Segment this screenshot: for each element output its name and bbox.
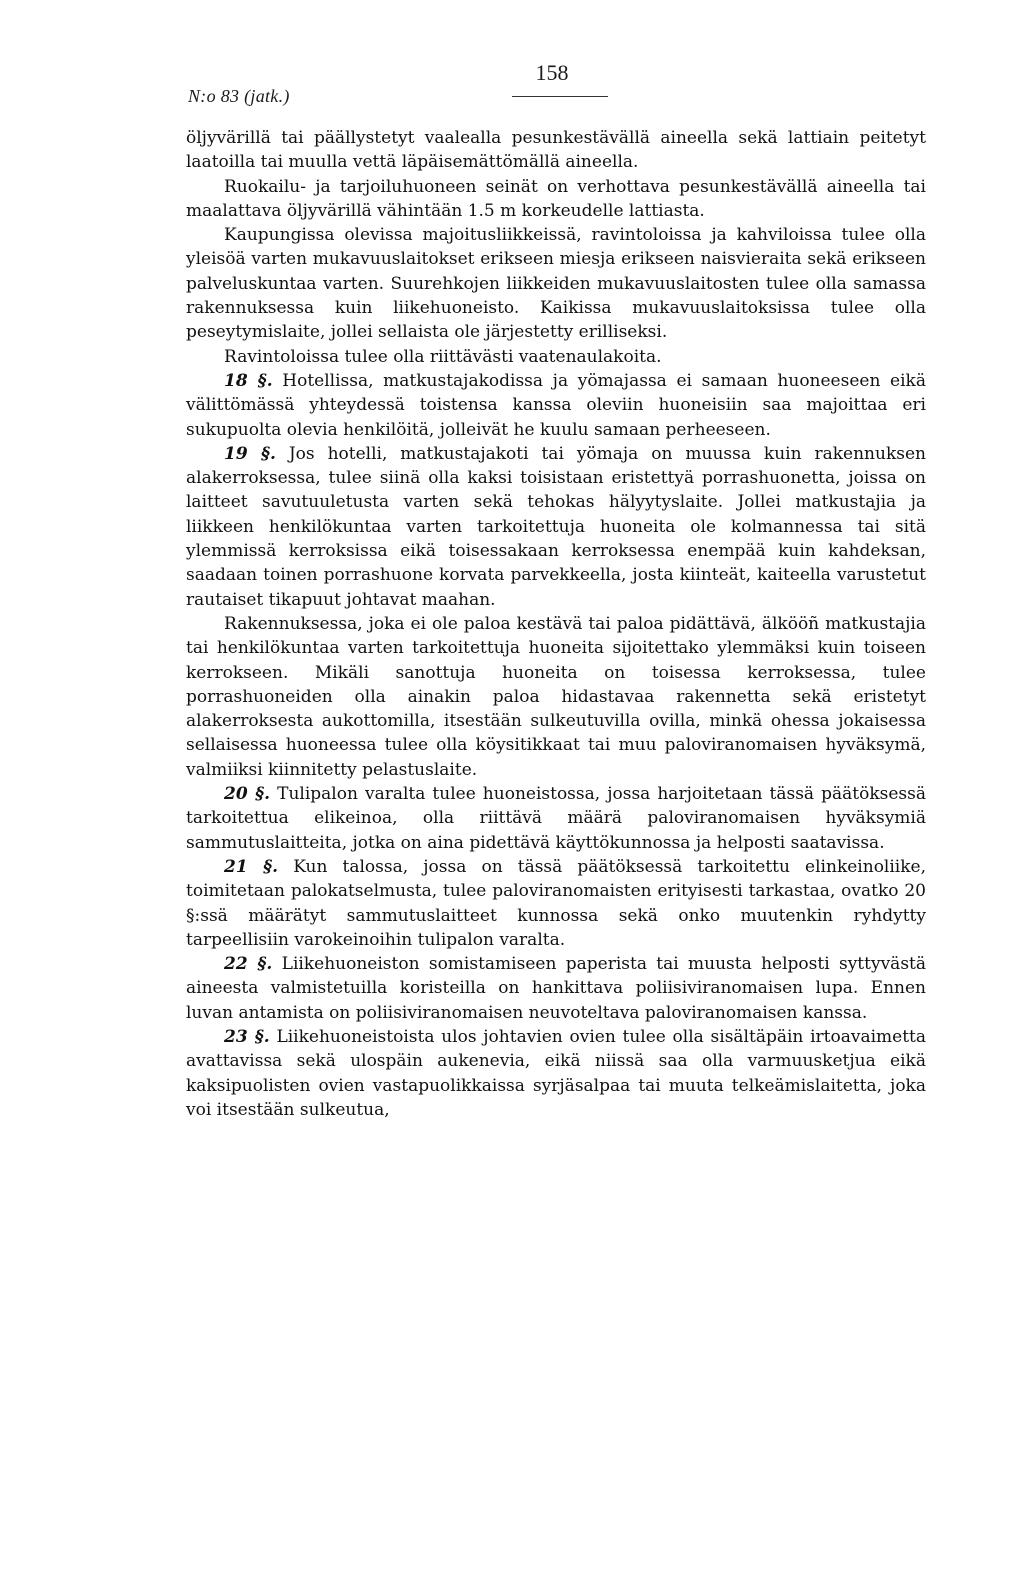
section-23 <box>186 1025 926 1122</box>
section-number: 22 §. <box>224 954 273 975</box>
paragraph-text: Liikehuoneiston somistamiseen paperista tai muusta helposti syttyvästä aineesta valmistetuilla koristeilla on hankittava poliisiviranomaisen lupa. Ennen luvan antamista on poliisiviranomaisen neuvoteltava paloviranomaisen kanssa. <box>186 954 927 1023</box>
paragraph-ravintoloissa <box>186 345 926 369</box>
paragraph-text: Tulipalon varalta tulee huoneistossa, jossa harjoitetaan tässä päätöksessä tarkoitettua elikeinoa, olla riittävä määrä paloviranomaisen hyväksymiä sammutuslaitteita, jotka on aina pidettävä käyttökunnossa ja helposti saatavissa. <box>186 784 927 853</box>
paragraph-text: Ravintoloissa tulee olla riittävästi vaatenaulakoita. <box>224 346 662 367</box>
section-number: 20 §. <box>224 784 271 805</box>
section-number: 18 §. <box>224 370 273 391</box>
section-19 <box>186 442 926 612</box>
section-number: 19 §. <box>224 443 276 464</box>
paragraph-text: Jos hotelli, matkustajakoti tai yömaja on muussa kuin rakennuksen alakerroksessa, tulee siinä olla kaksi toisistaan eristettyä porrashuonetta, joissa on laitteet savutuuletusta varten sekä tehokas hälyytyslaite. Jollei matkustajia ja liikkeen henkilökuntaa varten tarkoitettuja huoneita ole kolmannessa tai sitä ylemmissä kerroksissa eikä toisessakaan kerroksessa enempää kuin kahdeksan, saadaan toinen porrashuone korvata parvekkeella, josta kiinteät, kaiteella varustetut rautaiset tikapuut johtavat maahan. <box>186 443 926 610</box>
section-number: 21 §. <box>224 856 279 877</box>
section-number: 23 §. <box>224 1026 270 1047</box>
paragraph-rakennuksessa <box>186 612 926 782</box>
paragraph-ruokailu <box>186 175 926 224</box>
paragraph-continued <box>186 126 926 175</box>
paragraph-text: Rakennuksessa, joka ei ole paloa kestävä tai paloa pidättävä, älkööñ matkustajia tai henkilökuntaa varten tarkoitettuja huoneita sijoitettako ylemmäksi kuin toiseen kerrokseen. Mikäli sanottuja huoneita on toisessa kerroksessa, tulee porrashuoneiden olla ainakin paloa hidastavaa rakennetta sekä eristetyt alakerroksesta aukottomilla, itsestään sulkeutuvilla ovilla, minkä ohessa jokaisessa sellaisessa huoneessa tulee olla köysitikkaat tai muu paloviranomaisen hyväksymä, valmiiksi kiinnitetty pelastuslaite. <box>186 613 926 780</box>
page-number-rule <box>512 96 608 97</box>
body-text <box>186 126 926 1122</box>
paragraph-text: Liikehuoneistoista ulos johtavien ovien tulee olla sisältäpäin irtoavaimetta avattavissa sekä ulospäin aukenevia, eikä niissä saa olla varmuusketjua eikä kaksipuolisten ovien vastapuolikkaissa syrjäsalpaa tai muuta telkeämislaitetta, joka voi itsestään sulkeutua, <box>186 1026 927 1120</box>
section-18 <box>186 369 926 442</box>
section-21 <box>186 855 926 952</box>
page-number: 158 <box>535 60 569 85</box>
section-22 <box>186 952 926 1025</box>
statute-reference: N:o 83 (jatk.) <box>188 86 290 106</box>
paragraph-text: öljyvärillä tai päällystetyt vaalealla pesunkestävällä aineella sekä lattiain peitetyt laatoilla tai muulla vettä läpäisemättömällä aineella. <box>186 128 926 173</box>
paragraph-text: Ruokailu- ja tarjoiluhuoneen seinät on verhottava pesunkestävällä aineella tai maalattava öljyvärillä vähintään 1.5 m korkeudelle lattiasta. <box>186 176 926 221</box>
paragraph-text: Kun talossa, jossa on tässä päätöksessä tarkoitettu elinkeinoliike, toimitetaan palokatselmusta, tulee paloviranomaisten erityisesti tarkastaa, ovatko 20 §:ssä määrätyt sammutuslaitteet kunnossa sekä onko muutenkin ryhdytty tarpeellisiin varokeinoihin tulipalon varalta. <box>186 856 927 950</box>
paragraph-kaupungissa <box>186 223 926 344</box>
section-20 <box>186 782 926 855</box>
paragraph-text: Hotellissa, matkustajakodissa ja yömajassa ei samaan huoneeseen eikä välittömässä yhteydessä toistensa kanssa oleviin huoneisiin saa majoittaa eri sukupuolta olevia henkilöitä, jolleivät he kuulu samaan perheeseen. <box>186 370 926 440</box>
paragraph-text: Kaupungissa olevissa majoitusliikkeissä, ravintoloissa ja kahviloissa tulee olla yleisöä varten mukavuuslaitokset erikseen miesja erikseen naisvieraita sekä erikseen palveluskuntaa varten. Suurehkojen liikkeiden mukavuuslaitosten tulee olla samassa rakennuksessa kuin liikehuoneisto. Kaikissa mukavuuslaitoksissa tulee olla peseytymislaite, jollei sellaista ole järjestetty erilliseksi. <box>186 225 926 343</box>
